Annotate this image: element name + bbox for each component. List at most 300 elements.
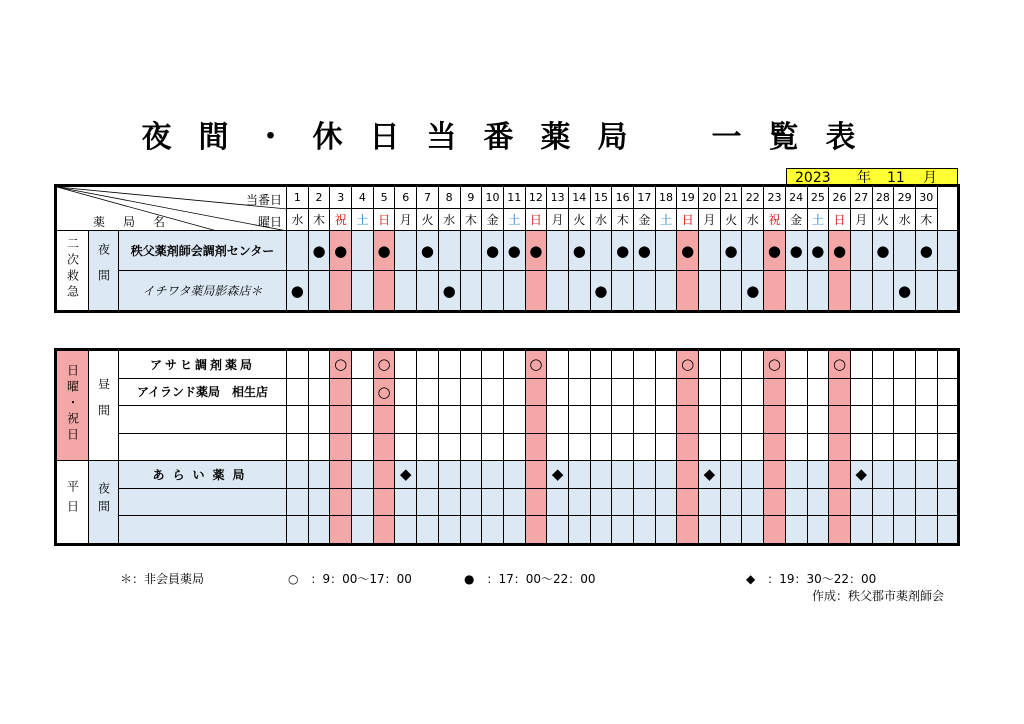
- weekday-cell: 木: [612, 209, 634, 231]
- day-cell: [655, 406, 677, 434]
- day-cell: [699, 351, 721, 379]
- day-cell: [330, 516, 352, 544]
- day-cell: [287, 406, 309, 434]
- day-cell: [308, 488, 330, 516]
- day-cell: [720, 231, 742, 271]
- day-cell: [330, 271, 352, 311]
- day-cell: [482, 351, 504, 379]
- day-cell: [330, 433, 352, 461]
- blank-cell: [937, 271, 957, 311]
- day-cell: [590, 516, 612, 544]
- day-cell: [872, 488, 894, 516]
- day-cell: [634, 406, 656, 434]
- legend-diamond: ◆ ：19：30～22：00: [746, 572, 877, 586]
- day-cell: [568, 351, 590, 379]
- category-label: 日曜・祝日: [65, 364, 80, 444]
- day-cell: [872, 516, 894, 544]
- weekday-cell: 日: [677, 209, 699, 231]
- day-cell: [699, 488, 721, 516]
- day-cell: [395, 231, 417, 271]
- day-cell: [547, 271, 569, 311]
- weekday-cell: 水: [894, 209, 916, 231]
- period-night: [89, 461, 119, 544]
- day-cell: [525, 461, 547, 489]
- day-cell: [764, 433, 786, 461]
- day-cell: [330, 351, 352, 379]
- day-cell: [460, 516, 482, 544]
- day-cell: [330, 231, 352, 271]
- day-cell: [460, 351, 482, 379]
- day-cell: [352, 516, 374, 544]
- day-cell: [373, 271, 395, 311]
- day-cell: [308, 433, 330, 461]
- day-cell: [308, 271, 330, 311]
- day-cell: [460, 271, 482, 311]
- day-cell: [720, 516, 742, 544]
- day-cell: [460, 231, 482, 271]
- day-cell: [395, 488, 417, 516]
- day-cell: [438, 433, 460, 461]
- day-cell: [764, 488, 786, 516]
- day-cell: [482, 488, 504, 516]
- day-cell: [677, 351, 699, 379]
- legend-filled-circle: ● ：17：00～22：00: [464, 572, 596, 586]
- duty-mark: ●: [594, 281, 608, 300]
- day-cell: [438, 488, 460, 516]
- day-cell: [287, 461, 309, 489]
- day-cell: [568, 378, 590, 406]
- day-cell: [872, 271, 894, 311]
- day-cell: [568, 488, 590, 516]
- day-cell: [785, 231, 807, 271]
- day-cell: [547, 351, 569, 379]
- day-cell: [850, 406, 872, 434]
- day-cell: [352, 461, 374, 489]
- duty-mark: ○: [832, 355, 847, 374]
- day-cell: [699, 271, 721, 311]
- weekday-cell: 水: [438, 209, 460, 231]
- day-cell: [850, 351, 872, 379]
- day-cell: [807, 351, 829, 379]
- day-cell: [590, 351, 612, 379]
- weekday-cell: 木: [460, 209, 482, 231]
- day-cell: [807, 461, 829, 489]
- day-cell: [915, 516, 937, 544]
- day-cell: [482, 231, 504, 271]
- duty-mark: ○: [334, 355, 348, 374]
- year-month-box: [786, 168, 958, 186]
- day-cell: [829, 516, 851, 544]
- day-cell: [677, 271, 699, 311]
- legend-non-member: ＊：非会員薬局: [120, 572, 205, 586]
- day-cell: [634, 461, 656, 489]
- day-cell: [460, 406, 482, 434]
- day-cell: [568, 271, 590, 311]
- category-secondary-emergency: [57, 231, 89, 311]
- duty-mark: ◆: [400, 465, 412, 484]
- day-cell: [438, 378, 460, 406]
- day-cell: [308, 378, 330, 406]
- day-cell: [742, 461, 764, 489]
- day-cell: [764, 406, 786, 434]
- day-cell: [677, 461, 699, 489]
- day-cell: [894, 271, 916, 311]
- day-cell: [438, 231, 460, 271]
- weekday-cell: 火: [872, 209, 894, 231]
- day-cell: [785, 461, 807, 489]
- day-cell: [785, 433, 807, 461]
- day-cell: [634, 271, 656, 311]
- day-cell: [764, 378, 786, 406]
- day-cell: [525, 351, 547, 379]
- day-cell: [850, 488, 872, 516]
- duty-mark: ●: [811, 241, 825, 260]
- day-cell: [525, 231, 547, 271]
- weekday-cell: 月: [699, 209, 721, 231]
- day-cell: [373, 433, 395, 461]
- day-cell: [287, 433, 309, 461]
- day-cell: [330, 378, 352, 406]
- page-title: 夜間・休日当番薬局 一覧表: [141, 120, 883, 155]
- day-cell: [655, 351, 677, 379]
- day-cell: [764, 461, 786, 489]
- day-cell: [373, 516, 395, 544]
- day-cell: [308, 351, 330, 379]
- day-cell: [547, 516, 569, 544]
- day-cell: [438, 351, 460, 379]
- day-cell: [634, 516, 656, 544]
- day-cell: [525, 433, 547, 461]
- weekday-cell: 木: [308, 209, 330, 231]
- day-cell: [872, 433, 894, 461]
- day-cell: [612, 406, 634, 434]
- day-cell: [829, 488, 851, 516]
- day-cell: [894, 433, 916, 461]
- day-cell: [417, 433, 439, 461]
- day-number: 2: [308, 187, 330, 209]
- day-cell: [503, 378, 525, 406]
- weekday-cell: 火: [417, 209, 439, 231]
- weekday-cell: 月: [547, 209, 569, 231]
- period-daytime: [89, 351, 119, 461]
- blank-cell: [937, 406, 957, 434]
- day-number: 28: [872, 187, 894, 209]
- day-number: 30: [915, 187, 937, 209]
- day-cell: [547, 433, 569, 461]
- day-cell: [915, 406, 937, 434]
- day-cell: [915, 351, 937, 379]
- weekday-cell: 金: [785, 209, 807, 231]
- day-cell: [785, 271, 807, 311]
- period-label: 昼間: [96, 378, 111, 430]
- day-cell: [417, 351, 439, 379]
- day-cell: [308, 406, 330, 434]
- day-cell: [590, 378, 612, 406]
- day-cell: [720, 351, 742, 379]
- day-cell: [417, 231, 439, 271]
- day-cell: [460, 433, 482, 461]
- duty-mark: ◆: [855, 465, 867, 484]
- day-number: 11: [503, 187, 525, 209]
- weekday-cell: 金: [634, 209, 656, 231]
- day-cell: [287, 271, 309, 311]
- day-cell: [894, 461, 916, 489]
- day-cell: [872, 378, 894, 406]
- day-cell: [829, 351, 851, 379]
- day-cell: [677, 516, 699, 544]
- day-cell: [764, 271, 786, 311]
- day-number: 25: [807, 187, 829, 209]
- duty-mark: ●: [876, 241, 890, 260]
- day-cell: [677, 231, 699, 271]
- day-cell: [742, 433, 764, 461]
- day-cell: [287, 231, 309, 271]
- duty-mark: ●: [767, 241, 782, 260]
- day-cell: [308, 461, 330, 489]
- day-cell: [503, 231, 525, 271]
- day-number: 7: [417, 187, 439, 209]
- duty-mark: ●: [507, 241, 521, 260]
- day-cell: [568, 461, 590, 489]
- day-cell: [699, 433, 721, 461]
- day-cell: [352, 231, 374, 271]
- day-cell: [699, 516, 721, 544]
- weekday-cell: 土: [807, 209, 829, 231]
- day-cell: [785, 378, 807, 406]
- day-cell: [590, 231, 612, 271]
- header-corner: [57, 187, 287, 231]
- day-cell: [850, 433, 872, 461]
- day-cell: [915, 271, 937, 311]
- duty-mark: ◆: [551, 465, 564, 484]
- day-cell: [547, 378, 569, 406]
- day-cell: [655, 378, 677, 406]
- day-cell: [720, 406, 742, 434]
- day-cell: [850, 231, 872, 271]
- day-cell: [525, 488, 547, 516]
- day-cell: [850, 461, 872, 489]
- day-number: 8: [438, 187, 460, 209]
- day-cell: [677, 378, 699, 406]
- day-cell: [677, 433, 699, 461]
- blank-cell: [937, 378, 957, 406]
- day-cell: [460, 461, 482, 489]
- day-cell: [395, 433, 417, 461]
- duty-mark: ●: [616, 241, 630, 260]
- day-cell: [785, 351, 807, 379]
- day-cell: [438, 516, 460, 544]
- weekday-cell: 日: [525, 209, 547, 231]
- day-cell: [655, 461, 677, 489]
- day-cell: [482, 461, 504, 489]
- day-cell: [373, 461, 395, 489]
- day-cell: [894, 406, 916, 434]
- duty-mark: ●: [572, 241, 586, 260]
- day-cell: [568, 516, 590, 544]
- duty-mark: ●: [919, 241, 933, 260]
- day-cell: [742, 488, 764, 516]
- day-cell: [742, 378, 764, 406]
- day-cell: [612, 461, 634, 489]
- day-cell: [590, 406, 612, 434]
- day-cell: [612, 351, 634, 379]
- day-cell: [352, 378, 374, 406]
- day-cell: [482, 516, 504, 544]
- duty-mark: ●: [529, 241, 543, 260]
- day-number: 6: [395, 187, 417, 209]
- weekday-label: 曜日: [257, 215, 282, 229]
- credit: 作成：秩父郡市薬剤師会: [812, 589, 945, 603]
- day-number: 13: [547, 187, 569, 209]
- duty-mark: ○: [377, 355, 391, 374]
- day-cell: [395, 516, 417, 544]
- duty-mark: ●: [377, 241, 391, 260]
- day-cell: [503, 488, 525, 516]
- day-cell: [438, 406, 460, 434]
- day-cell: [894, 488, 916, 516]
- day-cell: [850, 271, 872, 311]
- day-cell: [915, 461, 937, 489]
- day-cell: [568, 433, 590, 461]
- duty-day-label: 当番日: [245, 193, 282, 207]
- pharmacy-name: あらい薬局: [119, 461, 287, 489]
- day-cell: [655, 231, 677, 271]
- day-cell: [807, 271, 829, 311]
- day-cell: [373, 378, 395, 406]
- duty-mark: ○: [377, 382, 391, 401]
- day-cell: [438, 461, 460, 489]
- day-cell: [525, 378, 547, 406]
- day-cell: [395, 271, 417, 311]
- day-cell: [655, 271, 677, 311]
- emergency-table: [56, 186, 958, 311]
- duty-mark: ●: [312, 241, 326, 260]
- day-cell: [590, 461, 612, 489]
- day-cell: [829, 461, 851, 489]
- day-cell: [373, 351, 395, 379]
- pharmacy-name-label: 薬 局 名: [93, 215, 169, 229]
- day-cell: [634, 378, 656, 406]
- day-cell: [850, 378, 872, 406]
- day-cell: [742, 271, 764, 311]
- day-number: 15: [590, 187, 612, 209]
- pharmacy-name: イチワタ薬局影森店＊: [119, 271, 287, 311]
- day-number: 17: [634, 187, 656, 209]
- weekday-cell: 日: [373, 209, 395, 231]
- weekday-cell: 日: [829, 209, 851, 231]
- day-cell: [612, 433, 634, 461]
- day-number: 18: [655, 187, 677, 209]
- duty-mark: ●: [442, 281, 456, 300]
- day-cell: [352, 488, 374, 516]
- weekday-cell: 月: [850, 209, 872, 231]
- duty-mark: ●: [724, 241, 738, 260]
- pharmacy-name: [119, 433, 287, 461]
- weekday-cell: 木: [915, 209, 937, 231]
- day-cell: [634, 231, 656, 271]
- month-value: 11: [887, 170, 905, 186]
- day-cell: [872, 406, 894, 434]
- day-cell: [829, 378, 851, 406]
- weekday-cell: 水: [742, 209, 764, 231]
- day-cell: [373, 488, 395, 516]
- day-cell: [655, 488, 677, 516]
- day-cell: [503, 351, 525, 379]
- day-cell: [482, 378, 504, 406]
- period-night: [89, 231, 119, 311]
- weekday-cell: 月: [395, 209, 417, 231]
- duty-mark: ◆: [703, 465, 716, 484]
- duty-mark: ●: [420, 241, 435, 260]
- day-cell: [482, 433, 504, 461]
- day-cell: [894, 351, 916, 379]
- day-cell: [525, 516, 547, 544]
- category-sunday-holiday: [57, 351, 89, 461]
- day-cell: [894, 231, 916, 271]
- day-cell: [352, 351, 374, 379]
- day-cell: [807, 516, 829, 544]
- day-cell: [915, 488, 937, 516]
- pharmacy-name: [119, 516, 287, 544]
- day-cell: [720, 488, 742, 516]
- duty-mark: ●: [334, 241, 348, 260]
- day-number: 24: [785, 187, 807, 209]
- day-cell: [872, 231, 894, 271]
- day-cell: [612, 516, 634, 544]
- day-cell: [395, 406, 417, 434]
- year-unit: 年: [857, 170, 871, 186]
- day-cell: [568, 406, 590, 434]
- day-cell: [330, 406, 352, 434]
- pharmacy-name: 秩父薬剤師会調剤センター: [119, 231, 287, 271]
- day-cell: [785, 488, 807, 516]
- day-cell: [308, 231, 330, 271]
- day-cell: [655, 516, 677, 544]
- day-cell: [330, 488, 352, 516]
- day-cell: [482, 406, 504, 434]
- day-cell: [547, 461, 569, 489]
- day-cell: [308, 516, 330, 544]
- duty-mark: ●: [789, 241, 803, 260]
- day-cell: [547, 231, 569, 271]
- blank-cell: [937, 488, 957, 516]
- category-label: 二次救急: [65, 237, 80, 301]
- day-cell: [915, 378, 937, 406]
- day-cell: [395, 461, 417, 489]
- duty-mark: ●: [485, 241, 500, 260]
- day-cell: [547, 488, 569, 516]
- day-cell: [829, 271, 851, 311]
- duty-mark: ○: [681, 355, 695, 374]
- day-cell: [634, 433, 656, 461]
- day-cell: [460, 488, 482, 516]
- day-number: 3: [330, 187, 352, 209]
- day-cell: [525, 271, 547, 311]
- day-cell: [764, 351, 786, 379]
- weekday-cell: 水: [590, 209, 612, 231]
- day-cell: [287, 516, 309, 544]
- duty-mark: ●: [898, 281, 912, 300]
- day-cell: [720, 378, 742, 406]
- pharmacy-name: アイランド薬局 相生店: [119, 378, 287, 406]
- day-cell: [699, 406, 721, 434]
- day-cell: [720, 271, 742, 311]
- weekday-cell: 祝: [764, 209, 786, 231]
- day-cell: [287, 488, 309, 516]
- weekday-cell: 水: [287, 209, 309, 231]
- duty-mark: ●: [637, 241, 651, 260]
- day-cell: [894, 378, 916, 406]
